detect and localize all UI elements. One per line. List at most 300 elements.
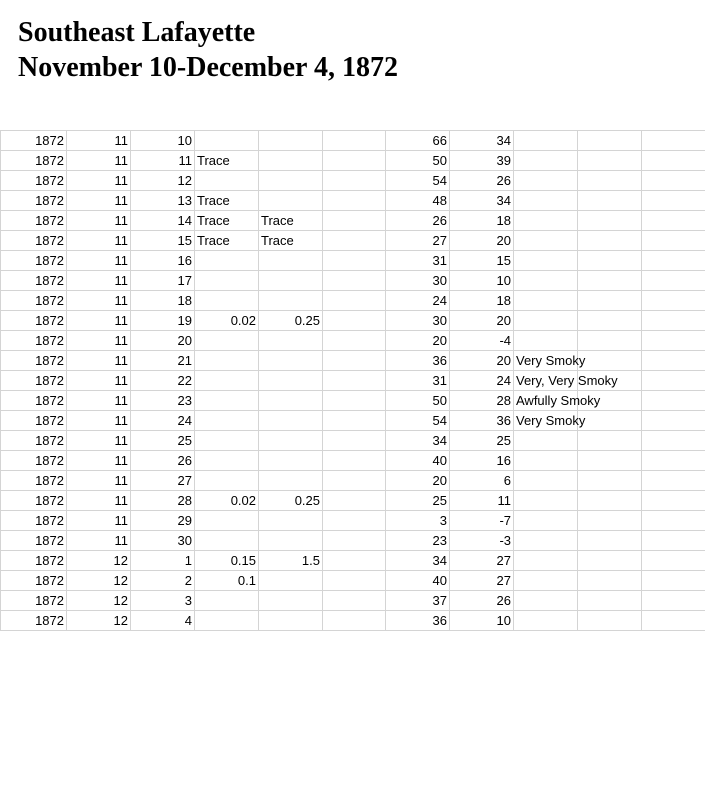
cell-empty[interactable]: [323, 611, 386, 631]
table-row: [1, 291, 705, 311]
cell-high-temp[interactable]: 23: [386, 531, 450, 551]
cell-empty[interactable]: [642, 571, 705, 591]
cell-empty[interactable]: [642, 451, 705, 471]
cell-low-temp[interactable]: 18: [450, 291, 514, 311]
cell-note[interactable]: [514, 311, 578, 331]
cell-snowfall[interactable]: [259, 291, 323, 311]
cell-day[interactable]: 15: [131, 231, 195, 251]
cell-day[interactable]: 19: [131, 311, 195, 331]
cell-empty[interactable]: [642, 491, 705, 511]
cell-year[interactable]: 1872: [1, 131, 67, 151]
cell-high-temp[interactable]: 20: [386, 331, 450, 351]
cell-empty[interactable]: [578, 591, 642, 611]
cell-snowfall[interactable]: [259, 611, 323, 631]
cell-day[interactable]: 23: [131, 391, 195, 411]
cell-day[interactable]: 25: [131, 431, 195, 451]
cell-empty[interactable]: [578, 471, 642, 491]
cell-empty[interactable]: [642, 151, 705, 171]
cell-empty[interactable]: [323, 551, 386, 571]
cell-note[interactable]: [514, 231, 578, 251]
cell-empty[interactable]: [323, 351, 386, 371]
table-row: [1, 131, 705, 151]
table-row: [1, 311, 705, 331]
cell-day[interactable]: 24: [131, 411, 195, 431]
cell-high-temp[interactable]: 31: [386, 251, 450, 271]
cell-day[interactable]: 4: [131, 611, 195, 631]
cell-high-temp[interactable]: 3: [386, 511, 450, 531]
cell-empty[interactable]: [578, 331, 642, 351]
cell-high-temp[interactable]: 54: [386, 411, 450, 431]
cell-month[interactable]: 11: [67, 431, 131, 451]
cell-low-temp[interactable]: 28: [450, 391, 514, 411]
cell-high-temp[interactable]: 40: [386, 451, 450, 471]
cell-empty[interactable]: [323, 191, 386, 211]
cell-empty[interactable]: [578, 611, 642, 631]
cell-snowfall[interactable]: [259, 271, 323, 291]
cell-year[interactable]: 1872: [1, 211, 67, 231]
cell-snowfall[interactable]: [259, 431, 323, 451]
table-row: [1, 471, 705, 491]
cell-empty[interactable]: [642, 411, 705, 431]
cell-empty[interactable]: [578, 171, 642, 191]
cell-snowfall[interactable]: [259, 471, 323, 491]
cell-low-temp[interactable]: 18: [450, 211, 514, 231]
cell-snowfall[interactable]: [259, 591, 323, 611]
cell-precipitation[interactable]: [195, 471, 259, 491]
cell-empty[interactable]: [578, 311, 642, 331]
cell-empty[interactable]: [578, 431, 642, 451]
cell-month[interactable]: 11: [67, 491, 131, 511]
cell-empty[interactable]: [578, 351, 642, 371]
cell-empty[interactable]: [578, 551, 642, 571]
cell-year[interactable]: 1872: [1, 311, 67, 331]
cell-high-temp[interactable]: 20: [386, 471, 450, 491]
cell-year[interactable]: 1872: [1, 431, 67, 451]
cell-day[interactable]: 11: [131, 151, 195, 171]
table-row: [1, 491, 705, 511]
cell-note[interactable]: [514, 211, 578, 231]
cell-empty[interactable]: [323, 371, 386, 391]
cell-month[interactable]: 12: [67, 591, 131, 611]
cell-empty[interactable]: [642, 211, 705, 231]
cell-empty[interactable]: [642, 331, 705, 351]
cell-day[interactable]: 13: [131, 191, 195, 211]
cell-high-temp[interactable]: 24: [386, 291, 450, 311]
cell-high-temp[interactable]: 25: [386, 491, 450, 511]
cell-day[interactable]: 16: [131, 251, 195, 271]
cell-snowfall[interactable]: [259, 451, 323, 471]
cell-high-temp[interactable]: 48: [386, 191, 450, 211]
cell-day[interactable]: 17: [131, 271, 195, 291]
cell-empty[interactable]: [642, 591, 705, 611]
table-row: [1, 411, 705, 431]
cell-month[interactable]: 11: [67, 531, 131, 551]
cell-empty[interactable]: [323, 451, 386, 471]
table-row: [1, 211, 705, 231]
cell-year[interactable]: 1872: [1, 411, 67, 431]
cell-precipitation[interactable]: Trace: [195, 191, 259, 211]
cell-month[interactable]: 11: [67, 271, 131, 291]
cell-empty[interactable]: [642, 471, 705, 491]
cell-month[interactable]: 11: [67, 411, 131, 431]
cell-precipitation[interactable]: 0.1: [195, 571, 259, 591]
cell-month[interactable]: 11: [67, 311, 131, 331]
cell-low-temp[interactable]: 11: [450, 491, 514, 511]
cell-empty[interactable]: [642, 551, 705, 571]
cell-year[interactable]: 1872: [1, 331, 67, 351]
cell-day[interactable]: 21: [131, 351, 195, 371]
table-row: [1, 331, 705, 351]
cell-snowfall[interactable]: [259, 131, 323, 151]
cell-snowfall[interactable]: [259, 511, 323, 531]
cell-precipitation[interactable]: [195, 451, 259, 471]
cell-note[interactable]: [514, 491, 578, 511]
cell-low-temp[interactable]: -3: [450, 531, 514, 551]
cell-day[interactable]: 14: [131, 211, 195, 231]
cell-year[interactable]: 1872: [1, 531, 67, 551]
cell-empty[interactable]: [642, 231, 705, 251]
cell-month[interactable]: 11: [67, 331, 131, 351]
cell-day[interactable]: 10: [131, 131, 195, 151]
table-row: [1, 271, 705, 291]
cell-year[interactable]: 1872: [1, 451, 67, 471]
table-row: [1, 371, 705, 391]
cell-note[interactable]: [514, 151, 578, 171]
cell-month[interactable]: 11: [67, 291, 131, 311]
cell-low-temp[interactable]: 10: [450, 611, 514, 631]
cell-empty[interactable]: [578, 191, 642, 211]
cell-month[interactable]: 11: [67, 391, 131, 411]
cell-empty[interactable]: [323, 311, 386, 331]
cell-low-temp[interactable]: 26: [450, 171, 514, 191]
cell-snowfall[interactable]: [259, 571, 323, 591]
cell-year[interactable]: 1872: [1, 171, 67, 191]
table-row: [1, 171, 705, 191]
cell-snowfall[interactable]: 0.25: [259, 491, 323, 511]
cell-month[interactable]: 11: [67, 371, 131, 391]
cell-month[interactable]: 11: [67, 451, 131, 471]
cell-note[interactable]: [514, 551, 578, 571]
cell-precipitation[interactable]: 0.15: [195, 551, 259, 571]
cell-month[interactable]: 12: [67, 611, 131, 631]
cell-snowfall[interactable]: [259, 251, 323, 271]
cell-note[interactable]: [514, 131, 578, 151]
cell-month[interactable]: 11: [67, 151, 131, 171]
cell-day[interactable]: 1: [131, 551, 195, 571]
cell-year[interactable]: 1872: [1, 591, 67, 611]
cell-high-temp[interactable]: 50: [386, 151, 450, 171]
cell-low-temp[interactable]: -4: [450, 331, 514, 351]
cell-precipitation[interactable]: [195, 251, 259, 271]
table-row: [1, 431, 705, 451]
cell-high-temp[interactable]: 30: [386, 311, 450, 331]
cell-snowfall[interactable]: [259, 191, 323, 211]
cell-note[interactable]: [514, 271, 578, 291]
table-row: [1, 451, 705, 471]
cell-precipitation[interactable]: [195, 331, 259, 351]
cell-year[interactable]: 1872: [1, 151, 67, 171]
cell-snowfall[interactable]: [259, 411, 323, 431]
cell-snowfall[interactable]: 0.25: [259, 311, 323, 331]
cell-empty[interactable]: [323, 251, 386, 271]
cell-note[interactable]: [514, 251, 578, 271]
cell-month[interactable]: 12: [67, 571, 131, 591]
cell-year[interactable]: 1872: [1, 191, 67, 211]
cell-precipitation[interactable]: Trace: [195, 231, 259, 251]
cell-empty[interactable]: [578, 251, 642, 271]
cell-day[interactable]: 18: [131, 291, 195, 311]
cell-empty[interactable]: [642, 251, 705, 271]
cell-note[interactable]: [514, 451, 578, 471]
cell-low-temp[interactable]: 10: [450, 271, 514, 291]
cell-precipitation[interactable]: [195, 351, 259, 371]
cell-empty[interactable]: [578, 411, 642, 431]
cell-precipitation[interactable]: 0.02: [195, 491, 259, 511]
cell-empty[interactable]: [578, 511, 642, 531]
cell-month[interactable]: 11: [67, 251, 131, 271]
cell-month[interactable]: 11: [67, 211, 131, 231]
cell-empty[interactable]: [323, 171, 386, 191]
cell-day[interactable]: 22: [131, 371, 195, 391]
cell-snowfall[interactable]: Trace: [259, 231, 323, 251]
cell-empty[interactable]: [323, 591, 386, 611]
cell-empty[interactable]: [642, 311, 705, 331]
cell-note[interactable]: Very Smoky: [514, 351, 578, 371]
cell-day[interactable]: 30: [131, 531, 195, 551]
cell-year[interactable]: 1872: [1, 571, 67, 591]
cell-note[interactable]: [514, 511, 578, 531]
cell-empty[interactable]: [323, 491, 386, 511]
cell-snowfall[interactable]: [259, 371, 323, 391]
cell-snowfall[interactable]: [259, 391, 323, 411]
cell-year[interactable]: 1872: [1, 551, 67, 571]
cell-high-temp[interactable]: 26: [386, 211, 450, 231]
cell-day[interactable]: 3: [131, 591, 195, 611]
weather-data-table: [0, 130, 705, 631]
cell-empty[interactable]: [323, 431, 386, 451]
cell-high-temp[interactable]: 34: [386, 551, 450, 571]
cell-precipitation[interactable]: [195, 171, 259, 191]
cell-high-temp[interactable]: 34: [386, 431, 450, 451]
cell-empty[interactable]: [578, 211, 642, 231]
table-row: [1, 531, 705, 551]
cell-year[interactable]: 1872: [1, 511, 67, 531]
cell-day[interactable]: 20: [131, 331, 195, 351]
cell-year[interactable]: 1872: [1, 251, 67, 271]
cell-empty[interactable]: [323, 391, 386, 411]
table-row: [1, 151, 705, 171]
table-row: [1, 511, 705, 531]
cell-precipitation[interactable]: [195, 611, 259, 631]
cell-year[interactable]: 1872: [1, 391, 67, 411]
cell-year[interactable]: 1872: [1, 271, 67, 291]
cell-day[interactable]: 2: [131, 571, 195, 591]
cell-year[interactable]: 1872: [1, 231, 67, 251]
cell-low-temp[interactable]: 27: [450, 571, 514, 591]
cell-precipitation[interactable]: [195, 431, 259, 451]
cell-empty[interactable]: [642, 391, 705, 411]
cell-note[interactable]: [514, 531, 578, 551]
cell-empty[interactable]: [578, 491, 642, 511]
cell-empty[interactable]: [642, 291, 705, 311]
cell-month[interactable]: 11: [67, 471, 131, 491]
cell-empty[interactable]: [642, 531, 705, 551]
cell-empty[interactable]: [323, 511, 386, 531]
cell-low-temp[interactable]: 25: [450, 431, 514, 451]
cell-note[interactable]: [514, 431, 578, 451]
cell-note[interactable]: Very Smoky: [514, 411, 578, 431]
cell-empty[interactable]: [642, 371, 705, 391]
cell-low-temp[interactable]: 36: [450, 411, 514, 431]
cell-high-temp[interactable]: 66: [386, 131, 450, 151]
cell-precipitation[interactable]: Trace: [195, 151, 259, 171]
cell-low-temp[interactable]: 6: [450, 471, 514, 491]
cell-precipitation[interactable]: Trace: [195, 211, 259, 231]
cell-empty[interactable]: [323, 271, 386, 291]
cell-low-temp[interactable]: 15: [450, 251, 514, 271]
cell-empty[interactable]: [578, 531, 642, 551]
cell-note[interactable]: [514, 191, 578, 211]
cell-empty[interactable]: [323, 331, 386, 351]
cell-year[interactable]: 1872: [1, 491, 67, 511]
cell-snowfall[interactable]: [259, 531, 323, 551]
table-row: [1, 351, 705, 371]
cell-empty[interactable]: [642, 351, 705, 371]
cell-empty[interactable]: [578, 151, 642, 171]
cell-empty[interactable]: [323, 531, 386, 551]
cell-snowfall[interactable]: [259, 351, 323, 371]
cell-low-temp[interactable]: 20: [450, 351, 514, 371]
cell-precipitation[interactable]: [195, 131, 259, 151]
cell-note[interactable]: [514, 611, 578, 631]
page-subtitle: November 10-December 4, 1872: [18, 52, 398, 83]
cell-day[interactable]: 12: [131, 171, 195, 191]
cell-precipitation[interactable]: [195, 511, 259, 531]
cell-month[interactable]: 11: [67, 231, 131, 251]
cell-high-temp[interactable]: 40: [386, 571, 450, 591]
table-row: [1, 571, 705, 591]
cell-note[interactable]: [514, 331, 578, 351]
cell-year[interactable]: 1872: [1, 611, 67, 631]
cell-snowfall[interactable]: 1.5: [259, 551, 323, 571]
cell-low-temp[interactable]: 20: [450, 231, 514, 251]
cell-high-temp[interactable]: 36: [386, 611, 450, 631]
table-row: [1, 251, 705, 271]
cell-snowfall[interactable]: Trace: [259, 211, 323, 231]
cell-high-temp[interactable]: 37: [386, 591, 450, 611]
cell-empty[interactable]: [578, 451, 642, 471]
table-row: [1, 391, 705, 411]
table-row: [1, 611, 705, 631]
cell-empty[interactable]: [323, 291, 386, 311]
cell-precipitation[interactable]: [195, 371, 259, 391]
table-row: [1, 551, 705, 571]
cell-empty[interactable]: [642, 271, 705, 291]
cell-day[interactable]: 29: [131, 511, 195, 531]
cell-month[interactable]: 11: [67, 511, 131, 531]
cell-empty[interactable]: [642, 611, 705, 631]
cell-note[interactable]: [514, 571, 578, 591]
cell-low-temp[interactable]: 26: [450, 591, 514, 611]
cell-note[interactable]: [514, 591, 578, 611]
cell-low-temp[interactable]: 39: [450, 151, 514, 171]
cell-month[interactable]: 11: [67, 131, 131, 151]
cell-precipitation[interactable]: [195, 411, 259, 431]
cell-empty[interactable]: [578, 131, 642, 151]
cell-high-temp[interactable]: 54: [386, 171, 450, 191]
cell-note[interactable]: [514, 291, 578, 311]
cell-empty[interactable]: [578, 231, 642, 251]
cell-low-temp[interactable]: 34: [450, 131, 514, 151]
cell-note[interactable]: [514, 171, 578, 191]
cell-year[interactable]: 1872: [1, 471, 67, 491]
cell-year[interactable]: 1872: [1, 351, 67, 371]
cell-high-temp[interactable]: 27: [386, 231, 450, 251]
cell-month[interactable]: 11: [67, 191, 131, 211]
cell-year[interactable]: 1872: [1, 291, 67, 311]
cell-empty[interactable]: [323, 211, 386, 231]
cell-empty[interactable]: [323, 571, 386, 591]
cell-empty[interactable]: [323, 411, 386, 431]
page-title: Southeast Lafayette: [18, 17, 256, 48]
cell-low-temp[interactable]: 16: [450, 451, 514, 471]
cell-day[interactable]: 27: [131, 471, 195, 491]
cell-snowfall[interactable]: [259, 171, 323, 191]
cell-low-temp[interactable]: 27: [450, 551, 514, 571]
cell-precipitation[interactable]: [195, 531, 259, 551]
cell-empty[interactable]: [642, 511, 705, 531]
cell-precipitation[interactable]: [195, 271, 259, 291]
cell-note[interactable]: [514, 471, 578, 491]
cell-precipitation[interactable]: [195, 291, 259, 311]
cell-note[interactable]: Awfully Smoky: [514, 391, 578, 411]
cell-empty[interactable]: [323, 131, 386, 151]
cell-snowfall[interactable]: [259, 331, 323, 351]
cell-snowfall[interactable]: [259, 151, 323, 171]
cell-empty[interactable]: [642, 131, 705, 151]
cell-precipitation[interactable]: [195, 391, 259, 411]
cell-high-temp[interactable]: 36: [386, 351, 450, 371]
cell-year[interactable]: 1872: [1, 371, 67, 391]
cell-precipitation[interactable]: 0.02: [195, 311, 259, 331]
cell-empty[interactable]: [323, 471, 386, 491]
table-row: [1, 191, 705, 211]
cell-month[interactable]: 12: [67, 551, 131, 571]
cell-low-temp[interactable]: 24: [450, 371, 514, 391]
cell-empty[interactable]: [323, 151, 386, 171]
cell-empty[interactable]: [578, 271, 642, 291]
cell-empty[interactable]: [642, 171, 705, 191]
cell-empty[interactable]: [578, 571, 642, 591]
cell-low-temp[interactable]: -7: [450, 511, 514, 531]
table-row: [1, 591, 705, 611]
cell-high-temp[interactable]: 30: [386, 271, 450, 291]
cell-low-temp[interactable]: 34: [450, 191, 514, 211]
cell-empty[interactable]: [642, 191, 705, 211]
cell-low-temp[interactable]: 20: [450, 311, 514, 331]
cell-empty[interactable]: [642, 431, 705, 451]
cell-note[interactable]: Very, Very Smoky: [514, 371, 578, 391]
cell-empty[interactable]: [578, 291, 642, 311]
cell-high-temp[interactable]: 50: [386, 391, 450, 411]
cell-empty[interactable]: [323, 231, 386, 251]
cell-precipitation[interactable]: [195, 591, 259, 611]
cell-high-temp[interactable]: 31: [386, 371, 450, 391]
cell-day[interactable]: 26: [131, 451, 195, 471]
cell-month[interactable]: 11: [67, 351, 131, 371]
cell-day[interactable]: 28: [131, 491, 195, 511]
cell-month[interactable]: 11: [67, 171, 131, 191]
